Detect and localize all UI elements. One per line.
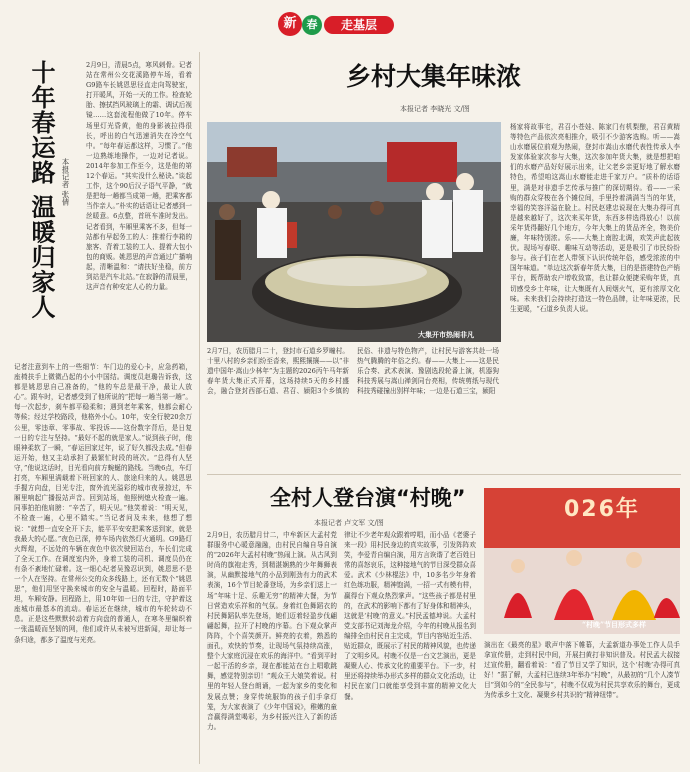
banner-seal-new: 新 xyxy=(278,12,302,36)
article2-byline: 本报记者 卢文军 文/图 xyxy=(314,519,384,527)
section-divider xyxy=(207,474,681,475)
article2-title: 全村人登台演“村晚” xyxy=(270,486,466,510)
left-article-body-top: 2月9日，清晨5点，寒风刺骨。记者站在常州公交花溪路停车场，看着G9路车长姚恩思径直走向驾驶室，打开暖风，开始一天的工作。检查轮胎、擦拭挡风玻璃上的霜、调试后视镜……这套流程他做了10年。停车场里灯光昏黄，他的身影被拉得很长，呼出的白气迅速消失在冷空气中。“每年春运都这样，习惯了。”他一边熟练地操作，一边对记者说。2014年参加工作至今，这是他的第12个春运。“其实没什么秘诀。”谈起工作，这个90后汉子语气平静，“就是把每一趟都当成第一趟，把乘客都当作亲人。”朴实的话语让记者感到一丝暖意。6点整，首班车准时发出。记者看到，车厢里乘客不多，但每一站都有早起务工的人：推着行李箱的旅客、背着工装的工人、提着大包小包的商贩。姚恩思的声音通过广播响起，清晰温和：“请扶好坐稳，前方到站是汽车北站。”在寂静的清晨里，这声音有种安定人心的力量。 xyxy=(86,61,192,292)
gala-stage-banner: 026年 xyxy=(564,497,640,522)
left-article-body-bottom: 记者注意到车上的一些细节：车门边的爱心卡，应急药箱，座椅扶手上微微凸起的小小中国结。调度员赵璐告诉我，这都是姚恩思自己准备的，“他的车总是最干净，最让人放心”。跟车时，记者感受到了他所说的“把每一趟当第一趟”。每一次起步，刹车都平稳柔和；遇到老年乘客，他都会耐心等候；经过学校路段，他格外小心。10年，安全行驶20余万公里，零违章、零事故、零投诉——这份数字背后，是日复一日的专注与坚持。“最好不起的就是家人。”说到孩子时，他眼神柔软了一瞬，“春运回家过年，说了好久都没去成。”但春运开始，他又主动承担了最繁忙时段的班次。“总得有人坚守，”他说这话时，目光看向前方蜿蜒的路线。当晚6点，车灯打亮，车厢里满载着下班回家的人、旅途归来的人。姚恩思手握方向盘，目光专注，窗外流光溢彩的城市夜景掠过，车厢里响起广播报站声音。回到站场，他照例熄火检查一遍。同事拍拍他肩膀：“辛苦了，明天见。”他笑着说：“明天见，不检查一遍，心里不踏实。”当记者问及未来，他想了想说：“就想一直安全开下去，能平平安安把乘客送到家，就是我最大的心愿。”夜色已深，停车场内依然灯火通明。G9路灯火辉煌，不远处的车辆在夜色中依次驶回站台，车长们完成了全天工作。在调度室内外，身着工装的司机、调度员仍在有条不紊地忙碌着。这一细心纪者吴豫忍识到，姚恩思不是一个人在坚持。在常州公交的众多线路上，还有无数个“姚恩思”，他们用坚守换来城市的安全与温暖。回程时，路面平坦，车厢安静。回程路上，用10年如一日的专注，守护着这座城市最基本的流动。春运还在继续，城市的车轮转动不息。正是这些默默转动着方向盘的普通人，在寒冬里编织着一张温暖而坚韧的网，他们或许从未被写进新闻，却让每一条归途，都多了温度与光亮。 xyxy=(14,363,192,644)
banner-seal-spring: 春 xyxy=(302,15,322,35)
article2-body-col1: 2月9日，农历腊月廿二，中牟新区大孟村党群服务中心暖意融融，由村民自编自导自演的“2026年大孟村村晚”热闹上演。从古风到时尚的旗袍走秀，到精湛娴熟的少年舞狮表演，从幽默接地气的小品到刚劲有力的武术表演，16个节目轮番登场，为乡亲们送上一场“年味十足、乐趣无穷”的精神大餐，为节日营造欢乐祥和的气氛。身着红色舞蹈衣的村民舞蹈队率先登场，她们迈着轻盈步伐翩翩起舞，拉开了村晚的序幕。台下观众掌声阵阵，个个喜笑颜开。鲜亮的衣着，熟悉的面孔，欢快的节奏，让现场气氛持续高涨，整个大家庭沉浸在欢乐的海洋中。“看到平时一起干活的乡亲，现在都能站在台上唱歌跳舞，感觉特别亲切！”观众王大娘笑着说。村里的年轻人登台朗诵，一起为家乡的变化和发展点赞；身穿传统服饰的孩子们手拿灯笼，为大家表演了《少年中国说》，稚嫩的童音赢得满堂喝彩，为乡村振兴注入了新的活力。 xyxy=(207,531,337,731)
left-article-byline: 本报记者 张倩 xyxy=(61,158,70,206)
banner-label: 走基层 xyxy=(324,16,394,34)
header-banner xyxy=(278,12,412,38)
article1-body-col1: 2月7日，农历腊月二十，登封市石道乡罗疃村。十里八村的乡亲们纷至沓来，熙熙攘攘——以“非遗中国年·嵩山少林年”为主题的2026丙午马年新春年货大集正式开幕，这场持续5天的乡村盛会，融合登封西部石道、君召、颍阳3个乡镇的民俗、非遗与特色物产，让村民与游客共赴一场热气腾腾的年俗之约。春——大集上——这是民乐合奏、武术表演、豫剧选段轮番上演，机器狗科技秀展与嵩山禅剑同台亮相，传统剪纸与现代科技秀碰撞出别样年味；一边是石道三宝，颍阳 xyxy=(207,347,499,396)
gala-photo-caption: “村晚”节目形式多样 xyxy=(582,620,647,629)
article2-body-col3: 演出在《最亮的星》歌声中落下帷幕，大孟新道办事处工作人员手拿宣传册，走到村民中间，开展扫黄打非知识普及。村民孟大叔接过宣传册，翻看着说：“看了节目又学了知识，这个‘村晚’办得可真好！”据了解，大孟村已连续3年举办“村晚”，从最初的“几个人凑节目”到如今的“全民参与”，村晚不仅成为村民共享欢乐的舞台，更成为传承乡土文化、凝聚乡村共识的“精神纽带”。 xyxy=(484,641,680,700)
column-divider xyxy=(199,52,200,764)
market-photo-caption: 大集开市热闹非凡 xyxy=(418,330,474,339)
article1-byline: 本报记者 李晓光 文/图 xyxy=(400,105,470,113)
left-article-title: 十年春运路 温暖归家人 xyxy=(27,60,55,320)
article1-body-col2: 杨家将故事宅，君召小苍娃、陈家门有机梨酿，君召黄精等特色产品依次亮相推介，吸引不少游客选购。听——嵩山水磨展位前观为热闹，登封市嵩山水磨代表性传承人李发家体验家次参与大集，这次参加年货大集，就是想把咱们的水磨产品好好展示出来，让父老乡亲更好地了解水磨特色，希望咱这嵩山水磨能走进千家万户。“质朴的话语里，满是对非遗手艺传承与推广的深切期待。看——一采购的群众穿梭在各个摊位间，手里拎着满满当当的年货，幸福的笑容洋溢在脸上。村民赵建忠说现在大集办得可真是越来越好了，这次来买年货，东西多样选得放心！以前采年货得翻好几个地方，今年大集上的货品齐全，物美价廉，年味特别浓。乐——大集上南腔北调，欢笑声此起彼伏。现场写春联、趣味互动等活动，更是吸引了市民纷纷参与。孩子们在老人带领下认识传统年俗，感受浓浓的中国年味道。“单边这次新春年货大集，目的是搭建特色产销平台，既帮助农户增收致富，也让群众便捷采购年货，真切感受乡土年味，让大集既有人间烟火气，更有浓厚文化味。未来我们会持续打造这一特色品牌，让年味更浓，民生更暖，“石道乡负责人说。 xyxy=(510,123,680,313)
article2-body-col2: 律让不少老年观众跟着哼唱，而小品《老婆子来一段》用村民身边的真实故事，引发阵阵欢笑，李爱青自编自演，用方言诙谐了老百姓日常的喜怒哀乐，这种接地气的节目深受群众喜爱。武术《少林棍法》中，10多名少年身着红色练功服，精神饱满，一招一式有模有样，赢得台下观众热烈掌声。“这些孩子都是村里的，在武术的影响下都有了好身体和精神头，这就是‘村晚’的意义。”村民孟德坤说。大孟村党支部书记刘海龙介绍，今年的村晚从报名到编排全由村民自主完成，节目内容贴近生活、贴近群众，既展示了村民的精神风貌，也传递了文明乡风。村晚不仅是一台文艺演出，更是凝聚人心、传承文化的重要平台。下一步，村里还将持续举办形式多样的群众文化活动，让村民在家门口就能享受到丰富的精神文化大餐。 xyxy=(344,531,476,701)
market-photo-illustration xyxy=(207,122,501,342)
village-gala-photo xyxy=(484,488,680,634)
article1-title: 乡村大集年味浓 xyxy=(346,62,522,91)
market-photo xyxy=(207,122,501,342)
